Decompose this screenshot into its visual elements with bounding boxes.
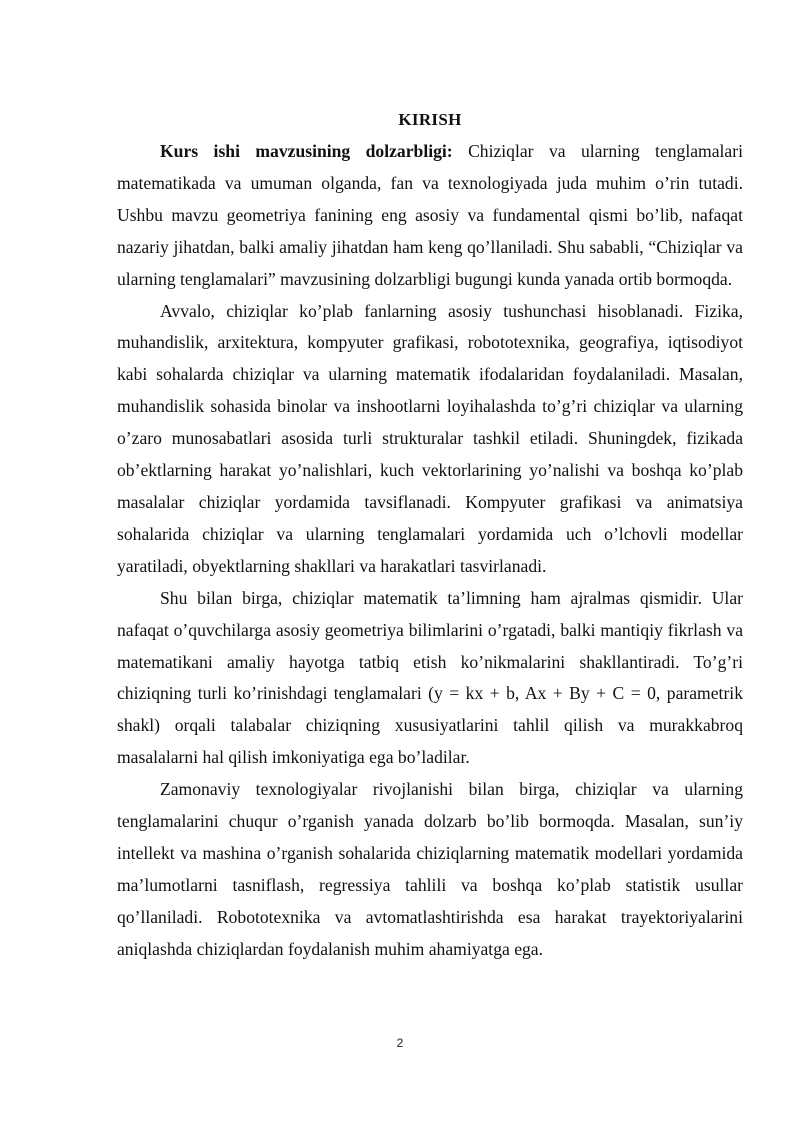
- paragraph-technology: Zamonaviy texnologiyalar rivojlanishi bilan birga, chiziqlar va ularning tenglamalarini chuqur o’rganish yanada dolzarb bo’lib bormoqda. Masalan, sun’iy intellekt va mashina o’rganish sohalarida chiziqlarning matematik modellari yordamida ma’lumotlarni tasniflash, regressiya tahlili va boshqa ko’plab statistik usullar qo’llaniladi. Robototexnika va avtomatlashtirishda esa harakat trayektoriyalarini aniqlashda chiziqlardan foydalanish muhim ahamiyatga ega.: [117, 779, 743, 959]
- paragraph-relevance: [117, 136, 743, 296]
- section-title: KIRISH: [398, 110, 462, 129]
- document-page: [117, 104, 743, 966]
- relevance-lead: Kurs ishi mavzusining dolzarbligi:: [160, 141, 453, 161]
- page-number: 2: [396, 1036, 404, 1050]
- paragraph-applications: Avvalo, chiziqlar ko’plab fanlarning asosiy tushunchasi hisoblanadi. Fizika, muhandislik, arxitektura, kompyuter grafikasi, robototexnika, geografiya, iqtisodiyot kabi sohalarda chiziqlar va ularning matematik ifodalaridan foydalaniladi. Masalan, muhandislik sohasida binolar va inshootlarni loyihalashda to’g’ri chiziqlar va ularning o’zaro munosabatlari asosida turli strukturalar tashkil etiladi. Shuningdek, fizikada ob’ektlarning harakat yo’nalishlari, kuch vektorlarining yo’nalishi va boshqa ko’plab masalalar chiziqlar yordamida tavsiflanadi. Kompyuter grafikasi va animatsiya sohalarida chiziqlar va ularning tenglamalari yordamida uch o’lchovli modellar yaratiladi, obyektlarning shakllari va harakatlari tasvirlanadi.: [117, 300, 743, 576]
- relevance-text: Chiziqlar va ularning tenglamalari matematikada va umuman olganda, fan va texnologiyada juda muhim o’rin tutadi. Ushbu mavzu geometriya fanining eng asosiy va fundamental qismi bo’lib, nafaqat nazariy jihatdan, balki amaliy jihatdan ham keng qo’llaniladi. Shu sababli, “Chiziqlar va ularning tenglamalari” mavzusining dolzarbligi bugungi kunda yanada ortib bormoqda.: [117, 141, 743, 289]
- paragraph-education: Shu bilan birga, chiziqlar matematik ta’limning ham ajralmas qismidir. Ular nafaqat o’quvchilarga asosiy geometriya bilimlarini o’rgatadi, balki mantiqiy fikrlash va matematikani amaliy hayotga tatbiq etish ko’nikmalarini shakllantiradi. To’g’ri chiziqning turli ko’rinishdagi tenglamalari (y = kx + b, Ax + By + C = 0, parametrik shakl) orqali talabalar chiziqning xususiyatlarini tahlil qilish va murakkabroq masalalarni hal qilish imkoniyatiga ega bo’ladilar.: [117, 587, 743, 768]
